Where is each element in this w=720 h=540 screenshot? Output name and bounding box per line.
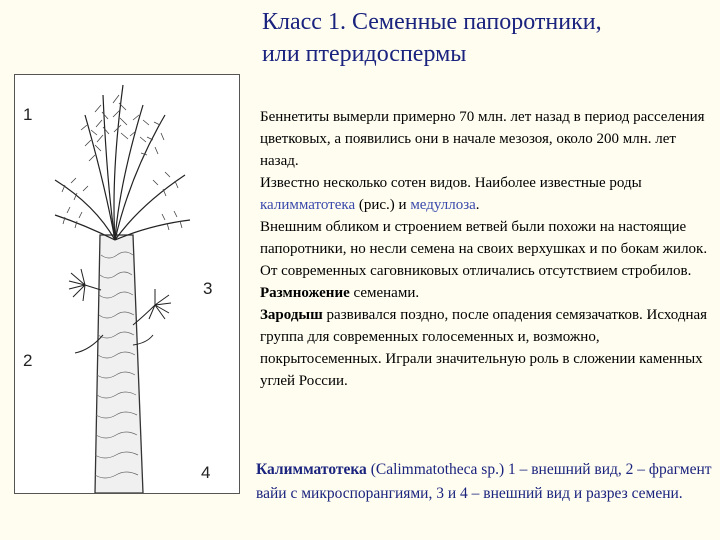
genus-calimmatotheca: калимматотека [260,197,356,213]
embryo-text: развивался поздно, после опадения семязачатков. Исходная группа для современных голосеменных и, возможно, покрытосеменных. Играли значительную роль в сложении каменных углей России. [260,307,708,389]
paragraph-extinction: Беннетиты вымерли примерно 70 млн. лет назад в период расселения цветковых, а появились они в начале мезозоя, около 200 млн. лет назад. [260,109,705,169]
figure-label-4: 4 [201,463,211,482]
caption-text: (Calimmatotheca sp.) 1 – внешний вид, 2 – фрагмент вайи с микроспорангиями, 3 и 4 – внешний вид и разрез семени. [256,461,712,502]
genera-text-start: Известно несколько сотен видов. Наиболее известные роды [260,175,642,191]
caption-term: Калимматотека [256,461,367,478]
genus-medullosa: медуллоза [410,197,476,213]
title-line-2: или птеридоспермы [262,41,467,67]
body-text [260,106,710,392]
paragraph-reproduction [260,282,710,304]
figure-caption [256,458,716,506]
plant-illustration [14,74,240,494]
genera-text-mid: (рис.) и [355,197,411,213]
figure-label-2: 2 [23,351,33,370]
genera-text-end: . [475,197,480,213]
figure-label-1: 1 [23,105,33,124]
figure-label-3: 3 [203,279,213,298]
slide-title [262,6,712,70]
paragraph-genera [260,172,710,216]
paragraph-embryo [260,304,710,392]
title-line-1: Класс 1. Семенные папоротники, [262,9,602,35]
reproduction-text: семенами. [349,285,420,301]
paragraph-morphology: Внешним обликом и строением ветвей были похожи на настоящие папоротники, но несли семена на своих верхушках и по бокам жилок. От современных саговниковых отличались отсутствием стробилов. [260,219,708,279]
term-embryo: Зародыш [260,307,323,323]
term-reproduction: Размножение [260,285,350,301]
